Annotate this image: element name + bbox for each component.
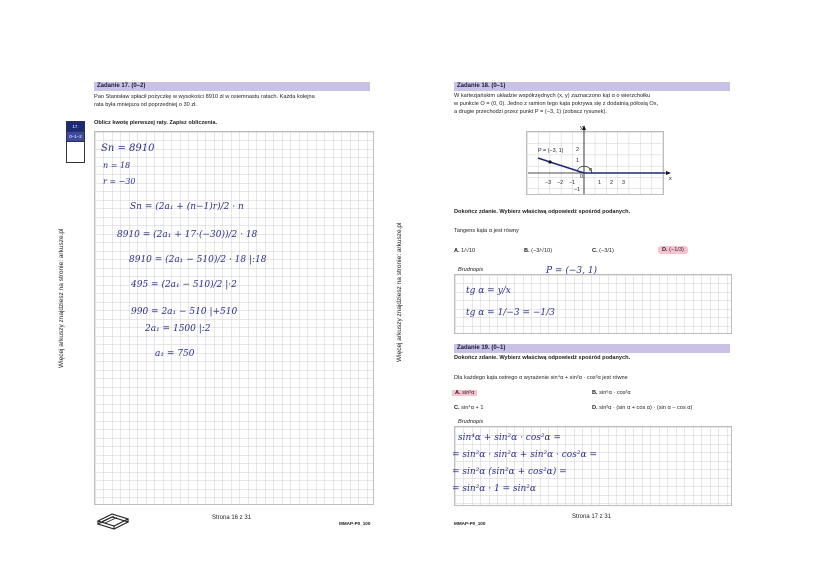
graph-y-tick: −1 [574,187,581,193]
task-17-header: Zadanie 17. (0–2) [94,82,370,91]
graph-y-tick: 1 [576,158,579,164]
brudnopis-label-18: Brudnopis [458,267,484,273]
brudnopis-label-19: Brudnopis [458,419,484,425]
task-19-hand-4: = sin²α · 1 = sin²α [452,484,536,494]
task-19-option-a-selected[interactable]: A. sin²α [452,390,477,396]
task-19-header: Zadanie 19. (0–1) [454,344,730,353]
footer-page-left: Strona 16 z 31 [212,515,252,521]
task-19-stem: Dla każdego kąta ostrego α wyrażenie sin⁴α + sin²α · cos²α jest równe [454,375,628,381]
hand-line-5: 8910 = (2a₁ + 17·(−30))/2 · 18 [117,230,258,240]
graph-origin: 0 [580,174,583,180]
task-18-option-b[interactable]: B. (−3/√10) [524,248,553,254]
task-18-header: Zadanie 18. (0–1) [454,82,730,91]
graph-point-label: P = (−3, 1) [538,148,564,154]
task-18-instruction: Dokończ zdanie. Wybierz właściwą odpowiedź spośród podanych. [454,209,631,215]
footer-code-right: MMAP-P0_100 [454,521,486,526]
graph-x-tick: 3 [622,180,625,186]
task-18-text-3: a drugie przechodzi przez punkt P = (−3, 1) (zobacz rysunek). [454,109,607,115]
hand-line-9: 2a₁ = 1500 |:2 [145,324,211,334]
task-19-option-d[interactable]: D. sin²α · (sin α + cos α) · (sin α − cos α) [592,405,693,411]
task-19-option-b[interactable]: B. sin⁶α · cos²α [592,390,631,396]
task-18-hand-3: tg α = 1/−3 = −1/3 [466,308,555,318]
graph-x-tick: 1 [598,180,601,186]
right-page [396,0,828,586]
score-box-points: 0–1–2 [67,132,84,142]
graph-alpha: α [589,167,593,173]
task-18-option-d-selected[interactable]: D. (−1/3) [658,246,688,254]
graph-x-label: x [669,176,672,182]
task-19-option-c[interactable]: C. sin⁴α + 1 [454,405,484,411]
task-18-hand-1: P = (−3, 1) [546,266,598,276]
graph-x-tick: −2 [557,180,564,186]
side-watermark-right: Więcej arkuszy znajdziesz na stronie: arkusze.pl [396,222,403,362]
hand-line-3: r = −30 [103,177,136,186]
hand-line-7: 495 = (2a₁ − 510)/2 |·2 [131,280,237,290]
answer-grid-17 [94,131,374,505]
task-19-hand-1: sin⁴α + sin²α · cos²α = [458,433,561,443]
footer-page-right: Strona 17 z 31 [572,514,612,520]
score-box [66,121,85,163]
graph-y-label: y [580,125,583,131]
score-box-number: 17. [67,122,84,132]
task-17-text-1: Pan Stanisław spłacił pożyczkę w wysokości 8910 zł w osiemnastu ratach. Każda kolejna [94,94,315,100]
task-18-option-c[interactable]: C. (−3/1) [592,248,614,254]
task-18-hand-2: tg α = y/x [466,286,511,296]
hand-line-4: Sn = (2a₁ + (n−1)r)/2 · n [130,202,244,212]
footer-code-left: MMAP-P0_100 [339,521,371,526]
hand-line-6: 8910 = (2a₁ − 510)/2 · 18 |:18 [129,255,267,265]
hand-line-2: n = 18 [103,161,131,170]
graph-x-tick: −3 [545,180,552,186]
task-18-text-2: w punkcie O = (0, 0). Jedno z ramion tego kąta pokrywa się z dodatnią półosią Ox, [454,101,659,107]
hand-line-1: Sn = 8910 [101,143,155,154]
task-17-instruction: Oblicz kwotę pierwszej raty. Zapisz obliczenia. [94,120,217,126]
graph-y-tick: 2 [576,147,579,153]
graph-x-tick: −1 [569,180,576,186]
scratch-grid-18 [454,274,732,334]
task-19-instruction: Dokończ zdanie. Wybierz właściwą odpowiedź spośród podanych. [454,355,631,361]
task-18-option-a[interactable]: A. 1/√10 [454,248,476,254]
task-17-text-2: rata była mniejsza od poprzedniej o 30 zł. [94,102,197,108]
books-icon [96,511,130,531]
task-19-hand-2: = sin²α · sin²α + sin²α · cos²α = [452,450,597,460]
task-18-text-1: W kartezjańskim układzie współrzędnych (x, y) zaznaczono kąt α o wierzchołku [454,93,651,99]
graph-x-tick: 2 [610,180,613,186]
score-box-empty[interactable] [67,142,84,162]
side-watermark-left: Więcej arkuszy znajdziesz na stronie: arkusze.pl [58,228,65,368]
hand-line-8: 990 = 2a₁ − 510 |+510 [131,307,238,317]
task-18-stem: Tangens kąta α jest równy [454,228,519,234]
task-19-hand-3: = sin²α (sin²α + cos²α) = [452,467,567,477]
hand-line-10: a₁ = 750 [155,349,195,359]
